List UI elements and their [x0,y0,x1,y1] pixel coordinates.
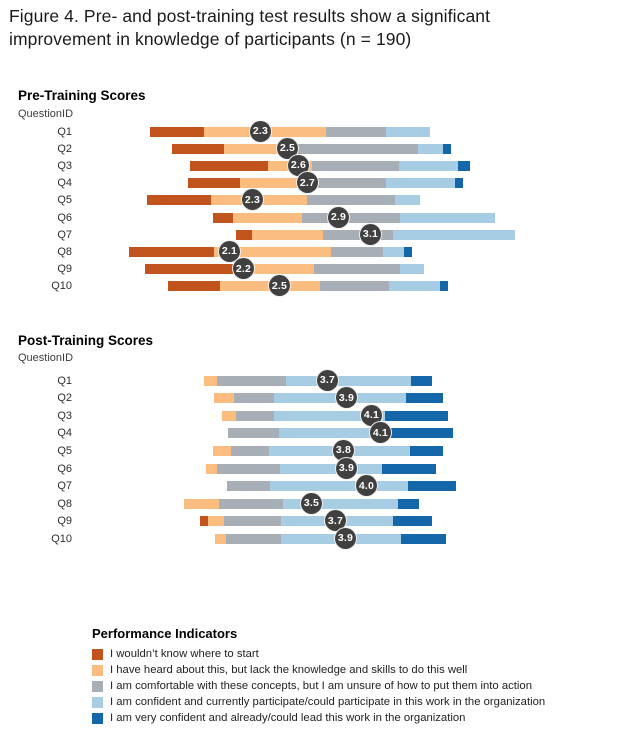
bar-segment-dark-blue [410,446,443,456]
bar-segment-gray [217,464,280,474]
mean-score-badge-q8: 2.1 [218,240,241,263]
legend-swatch-gray [92,681,103,692]
bar-segment-light-blue [418,144,443,154]
mean-score-badge-q10: 3.9 [334,527,357,550]
bar-segment-dark-orange [190,161,268,171]
post-training-axis-label: QuestionID [18,352,74,364]
bar-segment-light-blue [395,195,420,205]
bar-segment-gray [314,178,386,188]
legend-item-dark-blue [92,710,632,726]
bar-segment-light-blue [389,281,440,291]
row-label-q4: Q4 [57,427,72,440]
mean-score-badge-q8: 3.5 [300,492,323,515]
bar-row-q4 [228,428,453,438]
bar-segment-light-orange [206,464,217,474]
row-label-q4: Q4 [57,177,72,190]
row-label-q10: Q10 [51,280,72,293]
mean-score-badge-q7: 4.0 [355,474,378,497]
bar-row-q2 [214,393,443,403]
bar-segment-dark-blue [406,393,443,403]
bar-segment-gray [226,534,281,544]
bar-segment-light-blue [393,230,515,240]
post-training-section-title: Post-Training Scores [18,333,154,348]
bar-segment-gray [234,393,274,403]
bar-segment-dark-blue [383,428,453,438]
bar-segment-gray [302,213,400,223]
row-label-q1: Q1 [57,125,72,138]
bar-segment-light-blue [400,213,495,223]
bar-segment-light-orange [213,446,231,456]
figure-title: Figure 4. Pre- and post-training test results show a significant improvement in knowledge of participants (n = 190) [9,6,491,49]
row-label-q5: Q5 [57,194,72,207]
legend-performance-indicators [92,626,632,726]
bar-row-q9 [200,516,432,526]
mean-score-badge-q7: 3.1 [359,223,382,246]
bar-row-q2 [172,144,451,154]
row-label-q5: Q5 [57,444,72,457]
bar-row-q3 [222,411,448,421]
legend-swatch-light-orange [92,665,103,676]
row-label-q2: Q2 [57,142,72,155]
bar-row-q4 [188,178,463,188]
legend-item-dark-orange [92,646,632,662]
row-label-q6: Q6 [57,211,72,224]
bar-segment-light-blue [279,428,383,438]
legend-title: Performance Indicators [92,626,238,641]
bar-segment-dark-blue [401,534,446,544]
row-label-q9: Q9 [57,515,72,528]
mean-score-badge-q1: 2.3 [249,120,272,143]
legend-swatch-dark-blue [92,713,103,724]
bar-segment-dark-blue [382,464,436,474]
bar-segment-light-blue [399,161,458,171]
bar-segment-light-orange [204,376,217,386]
bar-segment-dark-blue [458,161,470,171]
mean-score-badge-q10: 2.5 [268,274,291,297]
bar-segment-dark-blue [411,376,432,386]
bar-row-q8 [129,247,412,257]
row-label-q1: Q1 [57,374,72,387]
bar-segment-dark-blue [385,411,448,421]
bar-segment-light-blue [386,178,455,188]
bar-segment-dark-orange [213,213,233,223]
bar-segment-dark-blue [393,516,432,526]
row-label-q6: Q6 [57,462,72,475]
bar-segment-gray [320,281,389,291]
bar-row-q10 [168,281,448,291]
bar-segment-light-orange [252,230,323,240]
bar-segment-gray [224,516,281,526]
bar-row-q7 [227,481,456,491]
bar-segment-dark-blue [398,499,419,509]
bar-segment-dark-blue [455,178,463,188]
bar-row-q5 [213,446,443,456]
pre-training-axis-label: QuestionID [18,108,74,120]
legend-items [92,646,632,726]
bar-segment-gray [281,144,418,154]
legend-label: I wouldn’t know where to start [110,648,259,660]
bar-segment-gray [326,127,386,137]
row-label-q7: Q7 [57,228,72,241]
row-label-q8: Q8 [57,497,72,510]
legend-item-light-blue [92,694,632,710]
bar-row-q3 [190,161,470,171]
legend-swatch-light-blue [92,697,103,708]
legend-item-light-orange [92,662,632,678]
bar-segment-gray [314,264,400,274]
mean-score-badge-q3: 4.1 [360,404,383,427]
bar-segment-light-orange [208,516,224,526]
mean-score-badge-q5: 2.3 [241,188,264,211]
bar-segment-light-orange [222,411,236,421]
bar-segment-gray [323,230,393,240]
legend-label: I am confident and currently participate/could participate in this work in the organization [110,696,546,708]
bar-segment-gray [331,247,383,257]
bar-row-q9 [145,264,424,274]
bar-segment-light-blue [400,264,424,274]
row-label-q3: Q3 [57,409,72,422]
bar-segment-gray [312,161,399,171]
bar-segment-light-orange [214,393,234,403]
bar-segment-light-blue [270,481,408,491]
bar-segment-dark-orange [200,516,208,526]
bar-row-q6 [206,464,436,474]
row-label-q8: Q8 [57,245,72,258]
bar-segment-light-blue [286,376,411,386]
bar-segment-dark-orange [172,144,224,154]
bar-segment-dark-blue [440,281,448,291]
bar-segment-gray [228,428,279,438]
bar-segment-dark-blue [408,481,456,491]
bar-row-q6 [213,213,495,223]
bar-segment-dark-blue [443,144,451,154]
bar-segment-dark-orange [145,264,240,274]
row-label-q9: Q9 [57,263,72,276]
row-label-q7: Q7 [57,480,72,493]
bar-segment-dark-blue [404,247,412,257]
bar-segment-dark-orange [129,247,214,257]
bar-segment-light-blue [280,464,382,474]
mean-score-badge-q4: 2.7 [296,171,319,194]
legend-swatch-dark-orange [92,649,103,660]
mean-score-badge-q6: 2.9 [327,206,350,229]
mean-score-badge-q5: 3.8 [332,439,355,462]
row-label-q10: Q10 [51,532,72,545]
mean-score-badge-q9: 2.2 [232,257,255,280]
mean-score-badge-q2: 2.5 [276,137,299,160]
mean-score-badge-q3: 2.6 [287,154,310,177]
bar-segment-dark-orange [147,195,211,205]
bar-segment-dark-orange [150,127,204,137]
bar-segment-gray [236,411,274,421]
bar-segment-gray [231,446,269,456]
bar-row-q5 [147,195,420,205]
mean-score-badge-q9: 3.7 [324,509,347,532]
mean-score-badge-q2: 3.9 [335,386,358,409]
mean-score-badge-q4: 4.1 [369,421,392,444]
bar-segment-gray [219,499,283,509]
pre-training-section-title: Pre-Training Scores [18,88,146,103]
legend-label: I am very confident and already/could lead this work in the organization [110,712,466,724]
bar-segment-light-orange [184,499,219,509]
bar-segment-light-blue [383,247,404,257]
row-label-q2: Q2 [57,392,72,405]
bar-segment-light-orange [215,534,226,544]
mean-score-badge-q1: 3.7 [316,369,339,392]
mean-score-badge-q6: 3.9 [335,457,358,480]
legend-item-gray [92,678,632,694]
bar-segment-gray [217,376,286,386]
bar-segment-dark-orange [236,230,252,240]
bar-segment-dark-orange [188,178,240,188]
legend-label: I am comfortable with these concepts, but I am unsure of how to put them into action [110,680,532,692]
legend-label: I have heard about this, but lack the knowledge and skills to do this well [110,664,468,676]
bar-segment-dark-orange [168,281,220,291]
bar-row-q1 [150,127,430,137]
bar-segment-light-blue [386,127,430,137]
row-label-q3: Q3 [57,159,72,172]
bar-segment-gray [307,195,395,205]
bar-segment-light-orange [224,144,281,154]
bar-segment-light-orange [233,213,302,223]
bar-row-q10 [215,534,446,544]
bar-segment-gray [227,481,270,491]
